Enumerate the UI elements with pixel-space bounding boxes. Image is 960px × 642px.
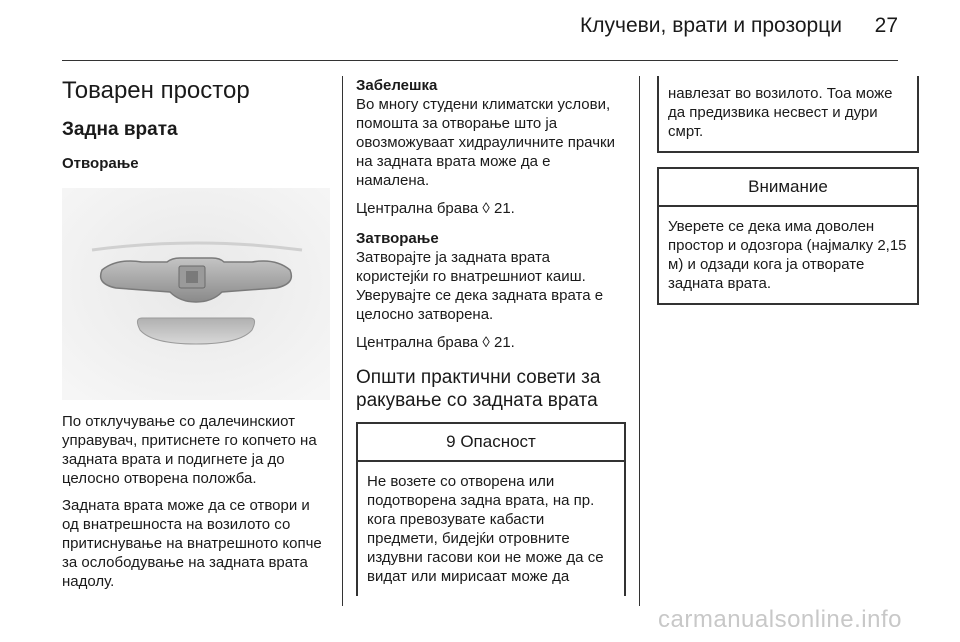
section-title: Товарен простор bbox=[62, 77, 250, 104]
page-number: 27 bbox=[874, 14, 898, 37]
note-text: Во многу студени климатски услови, помошта за отворање што ја овозможуваат хидрауличните прачки на задната врата може да е намалена. bbox=[356, 96, 615, 189]
column-2 bbox=[356, 76, 626, 596]
header-divider bbox=[62, 60, 898, 61]
column-divider-2 bbox=[639, 76, 640, 606]
closing-title: Затворање bbox=[356, 230, 439, 247]
danger-box bbox=[356, 422, 626, 596]
paragraph-opening: По отклучувањe со далечинскиот управувач, притиснете го копчето на задната врата и подигнете ја до целосно отворена положба. bbox=[62, 413, 317, 487]
column-divider-1 bbox=[342, 76, 343, 606]
subsection-title: Задна врата bbox=[62, 119, 178, 140]
minor-title: Отворање bbox=[62, 155, 139, 172]
closing-text: Затворајте ја задната врата користејќи го внатрешниот каиш. Уверувајте се дека задната врата е целосно затворена. bbox=[356, 249, 604, 323]
caution-text: Уверете се дека има доволен простор и одозгора (најмалку 2,15 м) и одзади кога ја отворате задната врата. bbox=[668, 218, 907, 292]
danger-box-continued bbox=[657, 76, 919, 153]
page-header-title: Клучеви, врати и прозорци bbox=[580, 14, 842, 37]
caution-box bbox=[657, 167, 919, 305]
column-3 bbox=[657, 76, 919, 305]
cross-reference-2: Централна брава ◊ 21. bbox=[356, 334, 515, 351]
caution-header: Внимание bbox=[659, 169, 917, 207]
danger-text: Не возете со отворена или подотворена задна врата, на пр. кога превозувате кабасти предмети, бидејќи отровните издувни гасови кои не може да се видат или мирисаат може да bbox=[367, 473, 604, 585]
tailgate-handle-drawing bbox=[62, 188, 330, 400]
danger-header: 9 Опасност bbox=[358, 424, 624, 462]
watermark: carmanualsonline.info bbox=[658, 606, 902, 633]
column-1 bbox=[62, 76, 330, 591]
paragraph-inner-release: Задната врата може да се отвори и од внатрешноста на возилото со притиснување на внатрешното копче за ослободување на задната врата надолу. bbox=[62, 497, 322, 590]
cross-reference-1: Централна брава ◊ 21. bbox=[356, 200, 515, 217]
tips-title: Општи практични совети за ракување со задната врата bbox=[356, 367, 601, 411]
tailgate-handle-illustration bbox=[62, 188, 330, 400]
danger-text-continued: навлезат во возилото. Тоа може да предизвика несвест и дури смрт. bbox=[668, 85, 893, 140]
note-label: Забелешка bbox=[356, 77, 438, 94]
